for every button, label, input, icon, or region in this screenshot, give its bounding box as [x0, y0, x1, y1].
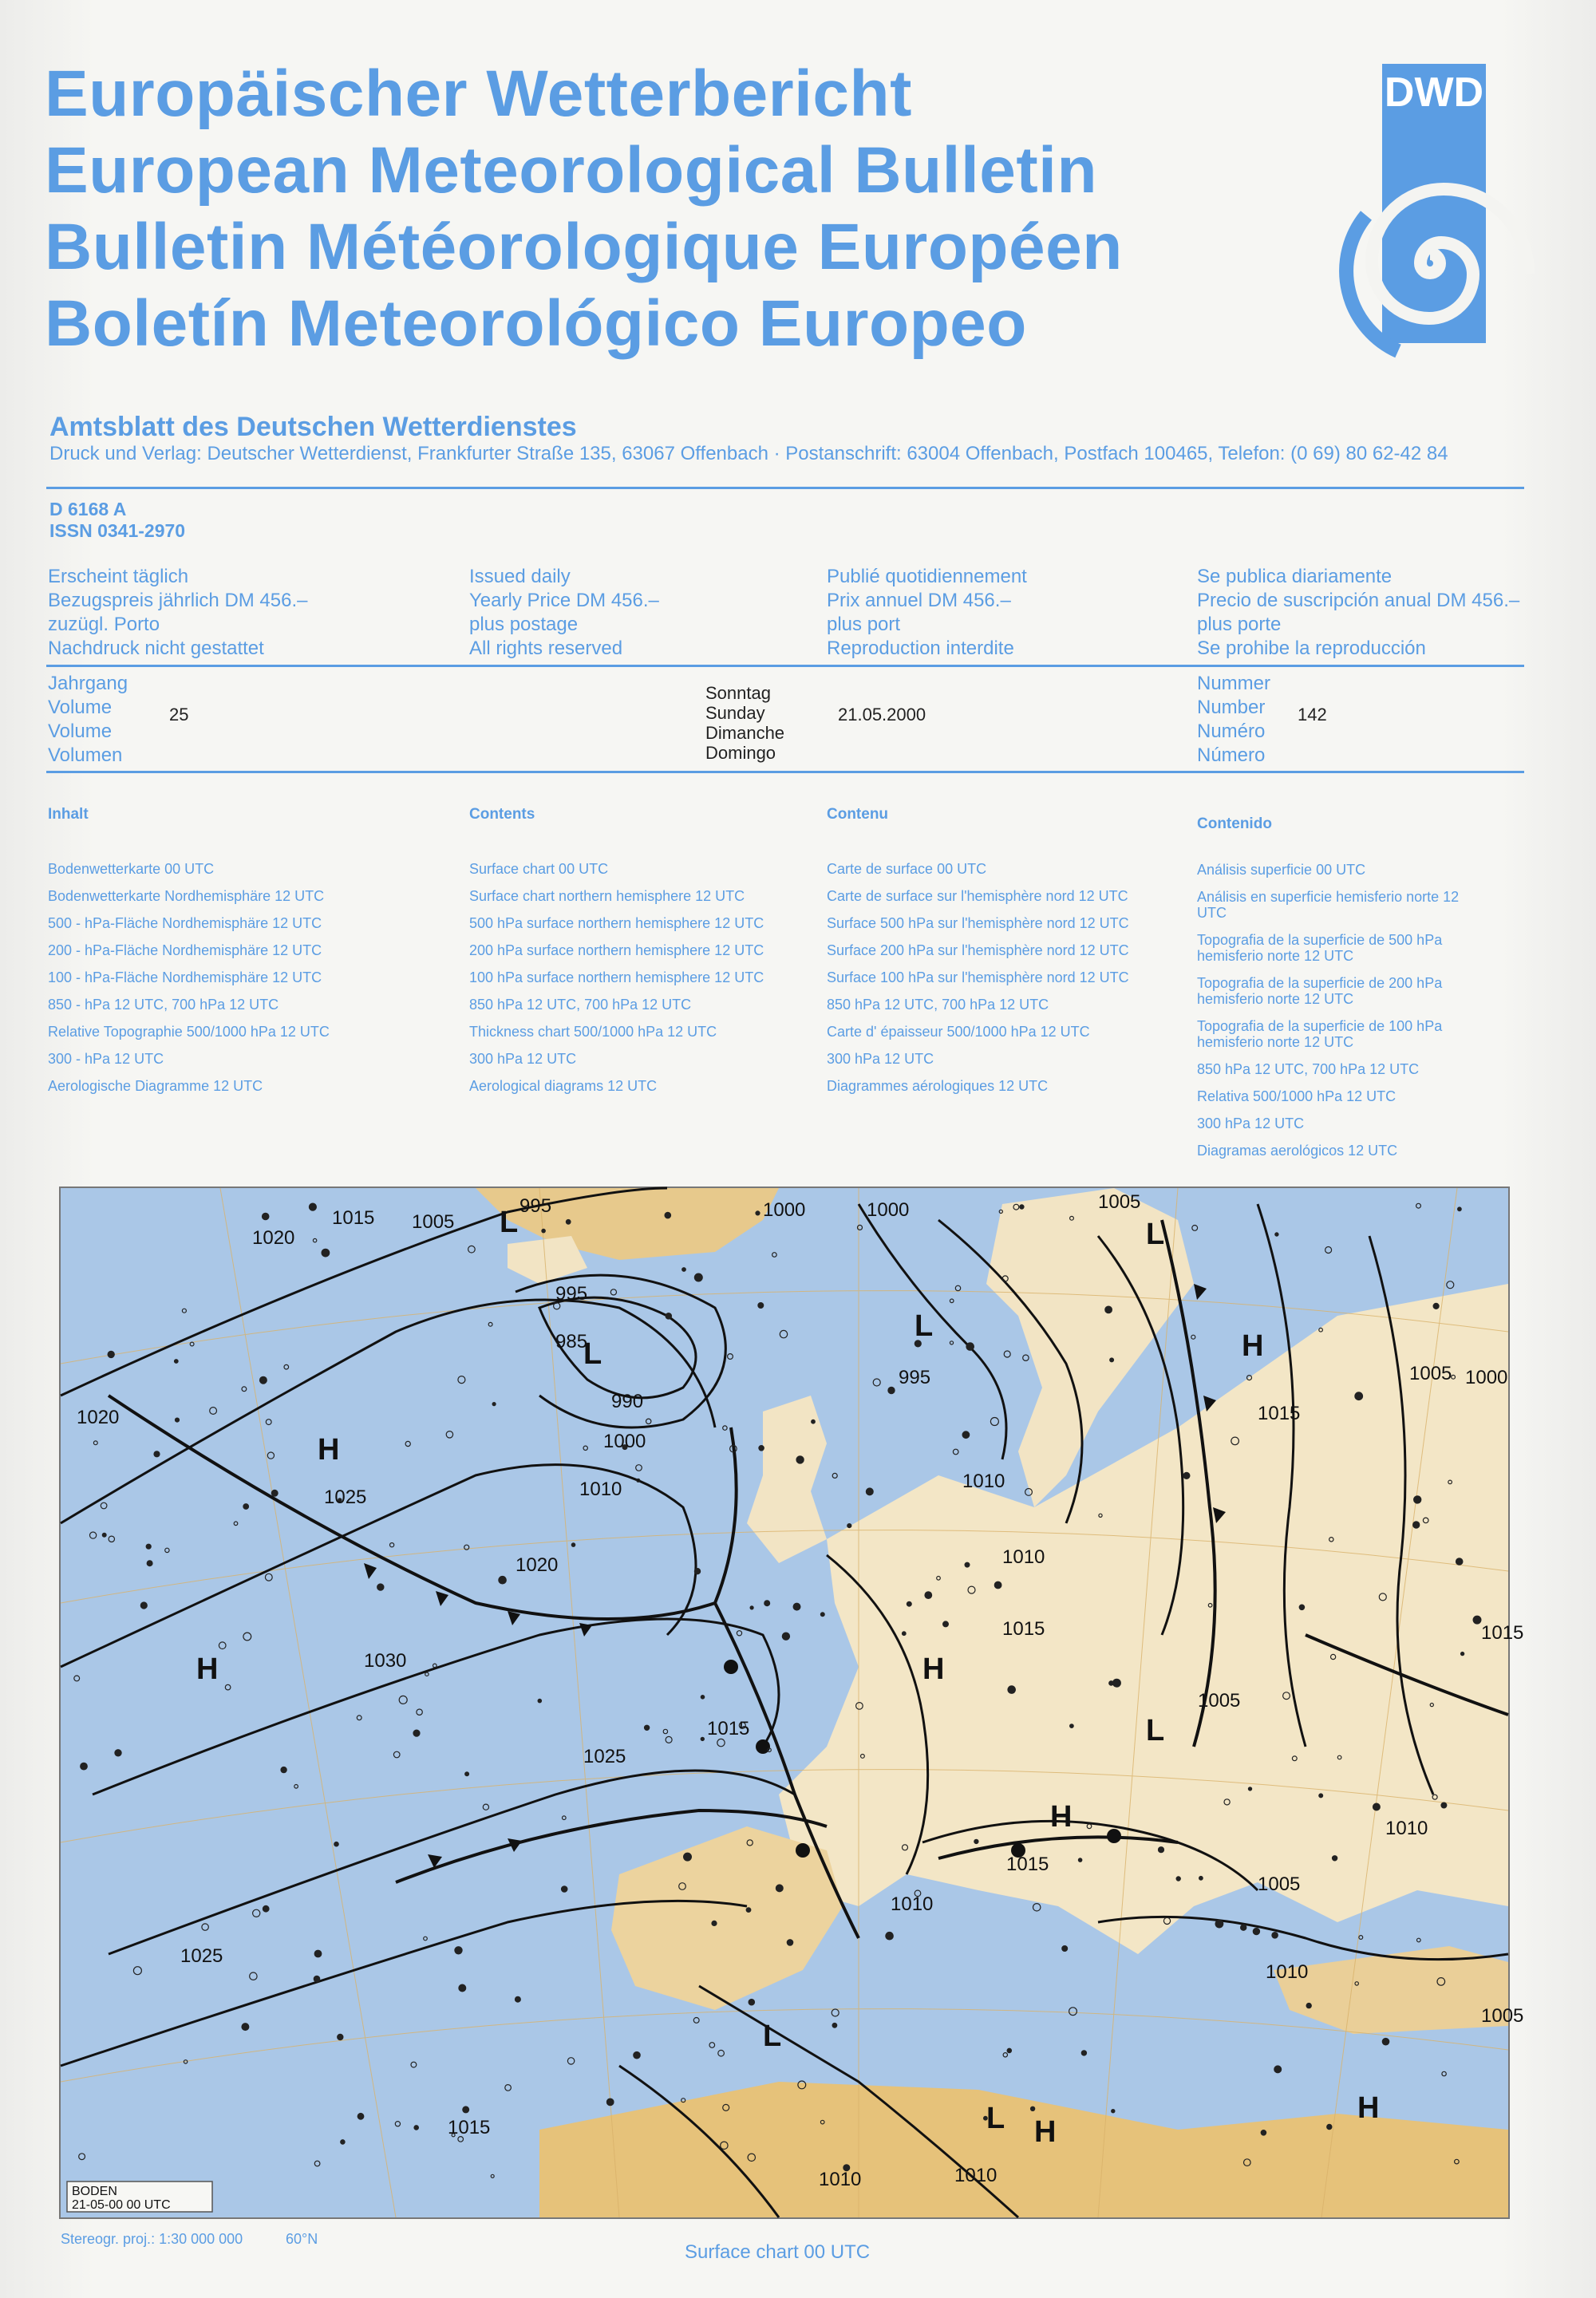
volume-value: 25 — [169, 705, 189, 725]
station-mark — [314, 1950, 322, 1957]
info-line: Issued daily — [469, 566, 571, 587]
station-mark — [459, 1984, 466, 1992]
title-es: Boletín Meteorológico Europeo — [45, 287, 1027, 360]
station-mark — [1105, 1306, 1112, 1313]
latitude-note: 60°N — [286, 2231, 318, 2247]
isobar-label: 1015 — [1481, 1622, 1524, 1644]
station-mark — [782, 1633, 789, 1640]
logo-text: DWD — [1384, 69, 1484, 116]
info-line: Se prohibe la reproducción — [1197, 638, 1426, 659]
station-mark — [694, 1273, 702, 1281]
title-de: Europäischer Wetterbericht — [45, 57, 912, 130]
station-mark — [281, 1767, 286, 1773]
divider — [46, 665, 1524, 667]
issue-number: 142 — [1298, 705, 1327, 725]
station-mark — [516, 1996, 521, 2002]
isobar-label: 1000 — [603, 1431, 646, 1452]
info-column-de — [48, 565, 308, 661]
station-mark — [634, 2052, 640, 2059]
station-mark — [334, 1842, 338, 1846]
station-mark — [1020, 1205, 1024, 1209]
station-mark — [749, 2000, 754, 2005]
station-mark — [666, 1313, 671, 1319]
low-center: L — [1146, 1714, 1165, 1747]
isobar-label: 1005 — [1481, 2005, 1524, 2027]
contents-item: 850 hPa 12 UTC, 700 hPa 12 UTC — [827, 997, 1049, 1013]
contents-list-de — [48, 855, 330, 1100]
station-mark — [413, 1730, 420, 1736]
isobar-label: 1010 — [1385, 1818, 1428, 1839]
isobar-label: 1015 — [448, 2117, 491, 2138]
station-mark — [847, 1524, 851, 1528]
bulletin-titles — [45, 56, 1123, 362]
contents-item: 500 hPa surface northern hemisphere 12 UTC — [469, 915, 764, 931]
station-mark — [147, 1561, 152, 1566]
station-mark — [1456, 1558, 1463, 1565]
station-mark — [1081, 2051, 1086, 2055]
station-mark — [1007, 2048, 1011, 2052]
station-mark — [974, 1839, 978, 1843]
isobar-label: 995 — [519, 1195, 552, 1217]
isobar-label: 995 — [899, 1367, 931, 1388]
station-mark — [463, 2106, 469, 2113]
station-mark — [492, 1403, 496, 1406]
isobar-label: 1020 — [516, 1554, 559, 1576]
issn: ISSN 0341-2970 — [49, 520, 186, 541]
map-caption: Surface chart 00 UTC — [685, 2241, 871, 2263]
station-mark — [1382, 2039, 1389, 2045]
day-label: Domingo — [705, 743, 776, 763]
contents-heading-de: Inhalt — [48, 806, 89, 823]
station-mark — [1272, 1933, 1278, 1938]
contents-item: Surface chart 00 UTC — [469, 861, 609, 877]
station-mark — [746, 1908, 751, 1913]
info-line: plus port — [827, 614, 901, 635]
dwd-logo — [1382, 64, 1486, 343]
station-mark — [414, 2126, 418, 2130]
contents-item: Carte d' épaisseur 500/1000 hPa 12 UTC — [827, 1024, 1090, 1040]
station-mark — [787, 1940, 792, 1945]
station-mark — [1159, 1847, 1164, 1853]
station-mark — [1319, 1794, 1323, 1798]
contents-item: Topografia de la superficie de 500 hPa hemisferio norte 12 UTC — [1197, 932, 1443, 964]
station-mark — [115, 1750, 121, 1756]
station-mark — [1112, 2110, 1115, 2113]
station-mark — [1215, 1920, 1223, 1928]
day-label: Sunday — [705, 703, 765, 723]
station-mark — [571, 1543, 575, 1546]
station-mark — [1327, 2124, 1332, 2129]
contents-item: Topografia de la superficie de 100 hPa hemisferio norte 12 UTC — [1197, 1018, 1443, 1050]
station-mark — [903, 1632, 907, 1636]
station-mark — [1070, 1724, 1074, 1728]
contents-list-en — [469, 855, 764, 1100]
divider — [46, 487, 1524, 489]
info-line: Erscheint täglich — [48, 566, 189, 587]
isobar-label: 1025 — [180, 1945, 223, 1967]
station-mark — [645, 1725, 650, 1730]
low-center: L — [763, 2020, 782, 2053]
station-mark — [538, 1699, 541, 1702]
isobar-label: 1020 — [252, 1227, 295, 1249]
isobar-label: 1005 — [1258, 1874, 1301, 1895]
info-line: zuzügl. Porto — [48, 614, 160, 635]
isobar-label: 1010 — [819, 2169, 862, 2190]
high-center: H — [318, 1433, 340, 1467]
station-mark — [1333, 1856, 1337, 1861]
info-line: plus postage — [469, 614, 579, 635]
station-mark — [758, 1303, 764, 1309]
station-mark — [566, 1220, 571, 1225]
station-mark — [1473, 1616, 1481, 1624]
isobar-label: 1000 — [1465, 1367, 1508, 1388]
station-mark — [812, 1419, 816, 1423]
station-mark — [1199, 1877, 1203, 1881]
station-mark — [1062, 1946, 1068, 1952]
high-center: H — [1242, 1329, 1264, 1363]
station-mark — [886, 1933, 893, 1940]
contents-item: Aerological diagrams 12 UTC — [469, 1078, 658, 1094]
surface-chart-map — [59, 1187, 1524, 2219]
projection-note: Stereogr. proj.: 1:30 000 000 — [61, 2231, 243, 2247]
station-mark — [542, 1229, 545, 1232]
station-mark — [1275, 1233, 1278, 1236]
station-mark — [146, 1544, 151, 1549]
high-center: H — [1357, 2091, 1380, 2125]
isobar-label: 1000 — [867, 1199, 910, 1221]
station-mark — [377, 1584, 384, 1590]
station-mark — [1306, 2004, 1311, 2008]
station-mark — [994, 1581, 1001, 1589]
isobar-label: 1005 — [1198, 1690, 1241, 1712]
station-mark — [1241, 1925, 1246, 1930]
high-center: H — [1034, 2115, 1057, 2149]
station-mark — [263, 1905, 269, 1912]
isobar-label: 1030 — [364, 1650, 407, 1672]
low-center: L — [915, 1309, 934, 1343]
isobar-label: 1015 — [1002, 1618, 1045, 1640]
station-mark — [776, 1885, 783, 1892]
contents-heading-fr: Contenu — [827, 806, 889, 823]
station-mark — [1299, 1605, 1304, 1609]
contents-item: 300 hPa 12 UTC — [469, 1051, 577, 1067]
info-line: Nachdruck nicht gestattet — [48, 638, 264, 659]
info-line: Publié quotidiennement — [827, 566, 1027, 587]
contents-item: 850 hPa 12 UTC, 700 hPa 12 UTC — [1197, 1061, 1420, 1077]
low-center: L — [986, 2102, 1005, 2135]
contents-item: Surface chart northern hemisphere 12 UTC — [469, 888, 745, 904]
station-mark — [1008, 1686, 1015, 1693]
station-mark — [701, 1737, 704, 1740]
station-mark — [271, 1490, 278, 1496]
station-mark — [907, 1601, 911, 1606]
isobar-label: 1010 — [962, 1471, 1005, 1492]
isobar-label: 1010 — [579, 1479, 622, 1500]
number-label: Número — [1197, 744, 1266, 766]
station-mark — [1433, 1303, 1439, 1309]
station-mark — [966, 1343, 974, 1350]
contents-item: Bodenwetterkarte Nordhemisphäre 12 UTC — [48, 888, 325, 904]
contents-item: 300 hPa 12 UTC — [1197, 1115, 1305, 1131]
info-line: Prix annuel DM 456.– — [827, 590, 1011, 611]
station-mark — [1413, 1522, 1420, 1528]
station-mark — [1253, 1929, 1259, 1935]
station-mark — [341, 2140, 345, 2144]
station-mark — [1248, 1787, 1251, 1791]
station-mark — [562, 1886, 567, 1892]
station-mark — [322, 1249, 330, 1257]
station-mark — [764, 1601, 770, 1606]
contents-item: 200 - hPa-Fläche Nordhemisphäre 12 UTC — [48, 942, 322, 958]
publication-code: D 6168 A — [49, 499, 127, 519]
station-mark — [358, 2114, 364, 2120]
isobar-label: 1020 — [77, 1407, 120, 1428]
contents-list-es — [1197, 862, 1460, 1170]
number-labels — [1197, 672, 1270, 768]
isobar-label: 1025 — [324, 1487, 367, 1508]
station-mark — [943, 1621, 949, 1627]
station-mark — [756, 1211, 760, 1215]
isobar-label: 1005 — [1409, 1363, 1452, 1384]
stamp-line-1: BODEN — [72, 2185, 117, 2198]
station-mark — [1261, 2130, 1266, 2135]
contents-item: 100 hPa surface northern hemisphere 12 UTC — [469, 969, 764, 985]
station-mark — [1373, 1803, 1381, 1810]
volume-label: Volume — [48, 697, 113, 718]
station-mark — [820, 1613, 824, 1617]
publisher-title: Amtsblatt des Deutschen Wetterdienstes — [49, 412, 577, 442]
info-line: Se publica diariamente — [1197, 566, 1393, 587]
isobar-label: 1005 — [1098, 1191, 1141, 1213]
title-fr: Bulletin Météorologique Européen — [45, 211, 1123, 283]
high-center: H — [922, 1652, 945, 1686]
info-line: Reproduction interdite — [827, 638, 1014, 659]
station-mark — [175, 1360, 179, 1364]
publisher-address: Druck und Verlag: Deutscher Wetterdienst, Frankfurter Straße 135, 63067 Offenbach · Postanschrift: 63004 Offenbach, Postfach 100465, Telefon: (0 69) 80 62-42 84 — [49, 443, 1448, 464]
station-mark — [712, 1921, 717, 1925]
station-mark — [1461, 1652, 1464, 1656]
contents-item: 100 - hPa-Fläche Nordhemisphäre 12 UTC — [48, 969, 322, 985]
contents-item: Análisis superficie 00 UTC — [1197, 862, 1366, 878]
station-mark — [796, 1456, 804, 1463]
volume-label: Volume — [48, 721, 113, 742]
day-labels — [705, 683, 784, 763]
number-label: Nummer — [1197, 673, 1271, 694]
isobar-label: 1010 — [1266, 1961, 1309, 1983]
contents-item: Surface 500 hPa sur l'hemisphère nord 12 UTC — [827, 915, 1129, 931]
stamp-line-2: 21-05-00 00 UTC — [72, 2198, 171, 2212]
contents-item: 200 hPa surface northern hemisphere 12 UTC — [469, 942, 764, 958]
contents-item: 850 - hPa 12 UTC, 700 hPa 12 UTC — [48, 997, 279, 1013]
contents-list-fr — [827, 855, 1129, 1100]
station-mark — [176, 1418, 180, 1422]
isobar-label: 1015 — [1258, 1403, 1301, 1424]
day-label: Dimanche — [705, 723, 785, 743]
info-column-es — [1197, 565, 1519, 661]
contents-item: Surface 200 hPa sur l'hemisphère nord 12 UTC — [827, 942, 1129, 958]
contents-heading-es: Contenido — [1197, 815, 1272, 832]
volume-labels — [48, 672, 128, 768]
isobar-label: 1025 — [583, 1746, 626, 1767]
station-mark — [925, 1592, 932, 1599]
contents-item: Diagrammes aérologiques 12 UTC — [827, 1078, 1049, 1094]
isobar-label: 1000 — [763, 1199, 806, 1221]
isobar-label: 1015 — [332, 1207, 375, 1229]
station-mark — [888, 1387, 895, 1393]
info-line: plus porte — [1197, 614, 1282, 635]
high-center: H — [196, 1652, 219, 1686]
number-label: Number — [1197, 697, 1266, 718]
isobar-label: 1005 — [412, 1211, 455, 1233]
volume-label: Jahrgang — [48, 673, 128, 694]
station-mark — [1414, 1496, 1421, 1503]
station-mark — [243, 1504, 249, 1510]
station-mark — [1176, 1877, 1180, 1881]
low-center: L — [500, 1206, 519, 1239]
contents-item: 500 - hPa-Fläche Nordhemisphäre 12 UTC — [48, 915, 322, 931]
station-mark — [962, 1431, 970, 1439]
contents-item: Análisis en superficie hemisferio norte 12 UTC — [1197, 889, 1460, 921]
station-mark — [1113, 1679, 1121, 1687]
isobar-label: 1010 — [954, 2165, 998, 2186]
station-mark — [1441, 1802, 1447, 1808]
contents-item: Diagramas aerológicos 12 UTC — [1197, 1143, 1398, 1159]
number-label: Numéro — [1197, 721, 1266, 742]
station-mark — [314, 1976, 319, 1981]
isobar-label: 1010 — [1002, 1546, 1045, 1568]
station-mark — [606, 2099, 614, 2106]
contents-item: 300 - hPa 12 UTC — [48, 1051, 164, 1067]
volume-label: Volumen — [48, 744, 123, 766]
weather-map-svg — [61, 1188, 1524, 2217]
info-line: Bezugspreis jährlich DM 456.– — [48, 590, 308, 611]
station-mark — [242, 2024, 249, 2031]
station-mark — [1031, 2106, 1035, 2110]
station-mark — [455, 1947, 462, 1954]
low-center: L — [583, 1337, 602, 1371]
contents-item: Bodenwetterkarte 00 UTC — [48, 861, 215, 877]
station-mark — [1110, 1358, 1114, 1362]
day-label: Sonntag — [705, 683, 771, 703]
station-mark — [793, 1603, 800, 1610]
contents-item: Relativa 500/1000 hPa 12 UTC — [1197, 1088, 1396, 1104]
contents-item: 850 hPa 12 UTC, 700 hPa 12 UTC — [469, 997, 692, 1013]
contents-item: Aerologische Diagramme 12 UTC — [48, 1078, 263, 1094]
station-mark — [832, 2024, 837, 2028]
issue-date: 21.05.2000 — [838, 705, 926, 725]
station-mark — [665, 1212, 670, 1218]
info-line: All rights reserved — [469, 638, 623, 659]
high-center: H — [1050, 1800, 1073, 1834]
station-mark — [1355, 1392, 1363, 1400]
contents-item: Carte de surface sur l'hemisphère nord 12 UTC — [827, 888, 1128, 904]
info-column-en — [469, 565, 659, 661]
spiral-icon — [1310, 160, 1550, 367]
station-mark — [154, 1451, 160, 1457]
station-mark — [694, 1569, 700, 1574]
station-mark — [750, 1606, 753, 1609]
title-en: European Meteorological Bulletin — [45, 134, 1098, 207]
station-mark — [1274, 2066, 1282, 2073]
station-mark — [682, 1268, 686, 1272]
station-mark — [140, 1602, 147, 1609]
contents-item: Carte de surface 00 UTC — [827, 861, 987, 877]
station-mark — [701, 1696, 704, 1699]
station-mark — [965, 1562, 970, 1567]
contents-heading-en: Contents — [469, 806, 535, 823]
station-mark — [866, 1488, 873, 1495]
station-mark — [108, 1351, 114, 1357]
station-mark — [263, 1213, 269, 1219]
isobar-label: 1010 — [891, 1893, 934, 1915]
station-mark — [102, 1533, 106, 1537]
station-mark — [1458, 1207, 1462, 1211]
isobar-label: 1015 — [1006, 1854, 1049, 1875]
isobar-label: 990 — [611, 1391, 644, 1412]
info-line: Yearly Price DM 456.– — [469, 590, 659, 611]
info-line: Precio de suscripción anual DM 456.– — [1197, 590, 1520, 611]
low-center: L — [1146, 1218, 1165, 1251]
isobar-label: 1015 — [707, 1718, 750, 1739]
station-mark — [309, 1203, 316, 1210]
contents-item: Thickness chart 500/1000 hPa 12 UTC — [469, 1024, 717, 1040]
contents-item: 300 hPa 12 UTC — [827, 1051, 934, 1067]
station-mark — [260, 1376, 267, 1384]
contents-item: Relative Topographie 500/1000 hPa 12 UTC — [48, 1024, 330, 1040]
station-mark — [684, 1853, 692, 1861]
contents-item: Surface 100 hPa sur l'hemisphère nord 12 UTC — [827, 969, 1129, 985]
station-mark — [81, 1763, 88, 1770]
station-mark — [759, 1446, 764, 1451]
station-mark — [1183, 1472, 1190, 1479]
contents-item: Topografia de la superficie de 200 hPa hemisferio norte 12 UTC — [1197, 975, 1443, 1007]
isobar-label: 985 — [555, 1331, 588, 1352]
station-mark — [499, 1577, 506, 1584]
isobar-label: 995 — [555, 1283, 588, 1305]
station-mark — [338, 2034, 343, 2039]
info-column-fr — [827, 565, 1027, 661]
divider — [46, 771, 1524, 773]
station-mark — [1078, 1858, 1081, 1862]
station-mark — [465, 1772, 469, 1776]
